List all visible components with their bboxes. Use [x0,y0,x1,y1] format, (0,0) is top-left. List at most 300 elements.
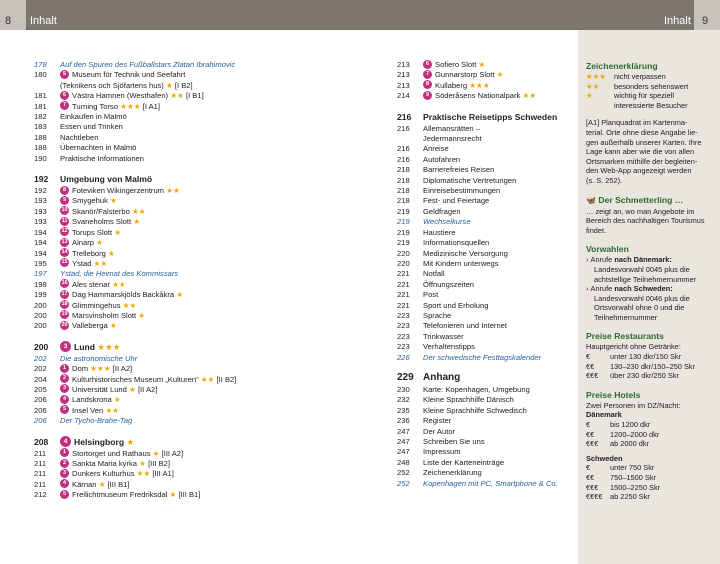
toc-entry[interactable] [397,207,577,217]
toc-entry[interactable] [397,155,577,165]
rating-stars: ★★★ [120,101,141,111]
page-number: 216 [397,123,410,133]
toc-entry[interactable] [34,70,334,80]
toc-entry[interactable] [397,249,577,259]
entry-title: Schreiben Sie uns [423,437,485,446]
entry-title: Einkaufen in Malmö [60,112,127,122]
entry-title: Dom [72,364,89,374]
entry-text [423,186,500,196]
sight-number-badge: 1 [60,448,69,457]
toc-entry[interactable] [34,480,334,490]
rating-stars: ★★ [122,300,137,310]
entry-text [60,321,117,331]
entry-title: Turning Torso [72,101,119,111]
butterfly-text: … zeigt an, wo man Angebote im [586,206,695,216]
toc-entry[interactable] [397,269,577,279]
entry-title: Foteviken Wikingerzentrum [72,186,165,196]
page-number: 216 [397,111,412,122]
dialing-code-line [586,284,716,294]
entry-title: Smygehuk [72,196,108,206]
entry-text [423,332,464,342]
toc-section[interactable] [34,435,334,449]
sight-number-badge: 5 [60,70,69,79]
toc-entry[interactable] [397,332,577,342]
entry-text [60,406,119,416]
sight-number-badge: 9 [60,196,69,205]
toc-entry[interactable] [397,416,577,426]
entry-text [423,342,475,352]
rating-stars: ★ [126,436,135,447]
rating-stars: ★★ [522,91,537,101]
hotel-prices-subtitle: Zwei Personen im DZ/Nacht: [586,400,681,410]
rating-stars: ★ [114,227,122,237]
toc-section[interactable] [34,172,334,186]
spacer [34,164,334,172]
page-number: 219 [397,217,410,227]
sight-number-badge: 18 [61,301,68,308]
legend-row [586,82,716,92]
toc-entry[interactable] [397,134,577,144]
entry-text [60,301,136,311]
page-number: 221 [397,279,410,289]
chevron-right-icon: › [586,284,591,294]
rating-stars: ★★ [93,258,108,268]
toc-section[interactable] [34,340,334,354]
map-reference: [I B1] [185,91,204,101]
entry-title: Universität Lund [72,384,127,394]
butterfly-text: Bereich des nachhaltigen Tourismus [586,216,705,226]
map-reference: [II A2] [112,364,133,374]
entry-text [60,143,136,153]
sight-number-badge: 2 [60,459,69,468]
entry-text [60,217,140,227]
toc-entry[interactable] [34,280,334,290]
toc-entry[interactable] [397,395,577,405]
entry-title: Landskrona [72,395,112,405]
page-number: 219 [397,227,410,237]
entry-text [423,427,455,437]
toc-entry[interactable] [397,301,577,311]
price-row [586,492,716,502]
page-number: 218 [397,186,410,196]
entry-title: Ystad, die Heimat des Kommissars [60,269,179,279]
dial-text: Landesvorwahl 0045 plus die [594,264,690,274]
toc-entry[interactable] [34,143,334,153]
header-title-left: Inhalt [30,15,57,27]
toc-entry[interactable] [34,469,334,479]
toc-entry[interactable] [34,81,334,91]
toc-entry[interactable] [397,406,577,416]
page-number: 221 [397,290,410,300]
page-number: 232 [397,395,410,405]
entry-text [423,238,489,248]
dial-text: achtstellige Teilnehmernummer [594,274,697,284]
price-range: ab 2250 Skr [610,492,650,502]
toc-entry[interactable] [34,249,334,259]
toc-entry[interactable] [397,280,577,290]
legend-sidebar [586,60,716,502]
toc-entry[interactable] [34,207,334,217]
entry-title: Svaneholms Slott [72,217,132,227]
entry-title: Trelleborg [72,248,106,258]
toc-entry[interactable] [34,385,334,395]
page-number: 230 [397,384,410,394]
entry-text [423,144,449,154]
toc-entry[interactable] [397,238,577,248]
toc-entry[interactable] [397,311,577,321]
toc-entry[interactable] [34,154,334,164]
entry-title: Einreisebestimmungen [423,186,501,196]
toc-entry[interactable] [34,269,334,279]
legend-row [586,91,716,101]
map-reference: [III A1] [152,469,174,479]
page-number: 193 [34,206,47,216]
sight-number-badge: 14 [61,249,68,255]
toc-entry[interactable] [397,186,577,196]
toc-entry[interactable] [34,102,334,112]
entry-text [423,165,494,175]
entry-text [60,416,132,426]
toc-entry[interactable] [34,196,334,206]
rating-stars: ★ [139,459,146,468]
price-symbol: €€€ [586,482,599,492]
sight-number-badge: 8 [60,186,69,195]
rating-stars: ★★★ [97,341,121,352]
entry-text [423,458,504,468]
entry-text [60,395,121,405]
map-legend-text: [A1] Planquadrat im Kartenma- [586,118,688,128]
page-number: 211 [34,479,47,489]
entry-text [60,91,204,101]
toc-entry[interactable] [397,447,577,457]
entry-text [423,196,489,206]
page-number-left: 8 [0,0,26,30]
toc-entry[interactable] [34,375,334,385]
entry-title: Museum für Technik und Seefahrt [72,70,186,80]
entry-title: Insel Ven [72,405,104,415]
entry-text [423,91,536,101]
toc-entry[interactable] [34,311,334,321]
sight-number-badge: 5 [60,490,69,499]
entry-title: Medizinische Versorgung [423,248,508,258]
page-number: 188 [34,132,47,142]
map-reference: [I B2] [174,80,193,90]
entry-title: Kleine Sprachhilfe Schwedisch [423,405,527,415]
page-number: 219 [397,238,410,248]
entry-title: Helsingborg [74,436,125,447]
entry-title: Praktische Reisetipps Schweden [423,111,558,122]
page-number: 190 [34,153,47,163]
page-number: 200 [34,321,47,331]
entry-text [60,186,180,196]
rating-stars: ★ [96,238,103,248]
sight-number-badge: 7 [423,70,432,79]
legend-text: nicht verpassen [614,72,666,81]
page-number: 213 [397,80,410,90]
sight-number-badge: 13 [61,238,68,245]
butterfly-title-text: Der Schmetterling … [598,194,684,205]
price-row [586,371,716,381]
toc-entry[interactable] [397,385,577,395]
page-number: 223 [397,310,410,320]
toc-entry[interactable] [34,321,334,331]
entry-title: Sofiero Slott [435,60,477,69]
map-reference: [III A2] [161,448,184,458]
toc-entry[interactable] [397,91,577,101]
page-number: 247 [397,426,410,436]
page-number: 247 [397,447,410,457]
entry-title: Karte: Kopenhagen, Umgebung [423,384,530,394]
price-range: 1200–2000 dkr [610,429,660,439]
entry-text [60,490,200,500]
rating-stars: ★ [138,310,146,320]
entry-title: Post [423,290,439,300]
entry-title: Fest- und Feiertage [423,196,490,206]
page-number: 221 [397,269,410,279]
page-number: 200 [34,341,49,352]
toc-entry[interactable] [397,479,577,489]
dial-text: Teilnehmernummer [594,312,658,322]
entry-text [423,479,558,489]
page-number: 212 [34,490,47,500]
rating-stars: ★ [586,91,593,101]
page-number: 218 [397,175,410,185]
entry-text [423,110,557,124]
entry-text [423,301,488,311]
map-legend-text: Ortsmarken mithilfe der begleiten- [586,156,698,166]
toc-entry[interactable] [34,217,334,227]
toc-entry[interactable] [34,395,334,405]
toc-entry[interactable] [397,228,577,238]
sight-number-badge: 8 [423,80,432,89]
toc-entry[interactable] [34,133,334,143]
entry-text [60,290,183,300]
entry-text [60,340,121,354]
entry-text [423,353,541,363]
entry-title: Impressum [423,447,461,457]
toc-entry[interactable] [397,342,577,352]
toc-entry[interactable] [34,238,334,248]
toc-entry[interactable] [397,60,577,70]
spacer [586,381,716,389]
map-legend-text: (s. S. 252). [586,175,623,185]
toc-entry[interactable] [34,416,334,426]
entry-title: Glimmingehus [72,300,121,310]
rating-stars: ★★ [200,374,215,384]
entry-text [423,217,471,227]
page-number: 248 [397,457,410,467]
toc-entry[interactable] [34,354,334,364]
page-number: 180 [34,70,47,80]
price-row [586,430,716,440]
entry-text [423,70,503,80]
entry-text [60,364,132,374]
entry-title: Essen und Trinken [60,122,123,132]
entry-title: Praktische Informationen [60,153,144,163]
page-number: 235 [397,405,410,415]
entry-title: Barrierefreies Reisen [423,165,495,175]
toc-entry[interactable] [397,259,577,269]
page-number: 202 [34,353,47,363]
page-number: 181 [34,91,47,101]
toc-entry[interactable] [34,228,334,238]
entry-text [423,81,490,91]
entry-text [60,133,98,143]
entry-title: Mit Kindern unterwegs [423,258,499,268]
toc-entry[interactable] [397,217,577,227]
toc-entry[interactable] [397,81,577,91]
toc-entry[interactable] [397,321,577,331]
entry-text [423,134,482,144]
entry-text [423,155,460,165]
toc-entry[interactable] [34,122,334,132]
entry-text [60,154,144,164]
page-number: 208 [34,436,49,447]
price-symbol: €€ [586,473,595,482]
toc-entry[interactable] [34,186,334,196]
toc-entry[interactable] [397,176,577,186]
rating-stars: ★★ [170,91,184,101]
legend-text: interessierte Besucher [614,100,688,110]
entry-text [60,238,103,248]
entry-title: Alnarp [72,238,94,248]
page-number: 194 [34,238,47,248]
toc-entry[interactable] [34,112,334,122]
entry-title: Sport und Erholung [423,300,489,310]
entry-text [423,259,499,269]
page-number: 192 [34,174,49,185]
page-number: 211 [34,448,47,458]
price-symbol: € [586,352,591,362]
entry-text [60,228,121,238]
page-number: 202 [34,364,47,374]
toc-entry[interactable] [34,290,334,300]
toc-entry[interactable] [397,468,577,478]
entry-text [60,280,126,290]
page-number: 213 [397,70,410,80]
entry-text [423,290,438,300]
sight-number-badge: 2 [60,374,69,383]
page-number: 229 [397,371,414,383]
toc-entry[interactable] [397,165,577,175]
entry-text [60,449,183,459]
entry-title: Torups Slott [72,227,113,237]
toc-entry[interactable] [34,449,334,459]
entry-title: Sprache [423,310,452,320]
entry-title: Dag Hammarskjölds Backåkra [72,290,175,300]
dial-text: Landesvorwahl 0046 plus die [594,293,690,303]
entry-text [423,207,461,217]
price-symbol: €€ [586,361,595,371]
entry-title: Der schwedische Festtagskalender [423,352,542,362]
entry-text [60,60,235,70]
price-range: unter 130 dkr/150 Skr [610,352,682,362]
toc-entry[interactable] [34,91,334,101]
entry-title: Wechselkurse [423,217,471,227]
map-reference: [III B1] [178,490,201,500]
toc-section[interactable] [397,371,577,385]
dialing-code-line [586,313,716,323]
dial-text: Anrufe [590,255,615,265]
price-symbol: €€€ [586,371,599,381]
spacer [586,186,716,194]
map-reference: [III B1] [107,479,130,489]
entry-title: Die astronomische Uhr [60,353,138,363]
entry-title: Verhaltenstipps [423,342,475,352]
toc-entry[interactable] [397,427,577,437]
legend-row [586,101,716,111]
sight-number-badge: 4 [60,479,69,488]
spacer [34,332,334,340]
page-number: 223 [397,342,410,352]
sight-number-badge: 6 [60,91,69,100]
spacer [34,427,334,435]
dialing-code-line [586,275,716,285]
toc-section[interactable] [397,110,577,124]
rating-stars: ★ [165,80,173,90]
toc-entry[interactable] [34,459,334,469]
toc-entry[interactable] [397,70,577,80]
sight-number-badge: 3 [60,384,69,393]
page-number: 195 [34,258,47,268]
toc-entry[interactable] [34,490,334,500]
price-range: über 230 dkr/250 Skr [610,371,680,381]
page-number: 218 [397,196,410,206]
toc-entry[interactable] [397,196,577,206]
sight-number-badge: 16 [61,280,68,287]
toc-entry[interactable] [397,353,577,363]
sight-number-badge: 20 [61,321,68,328]
page-number: 223 [397,331,410,341]
entry-title: Marsvinsholm Slott [72,310,137,320]
toc-entry[interactable] [397,290,577,300]
page-number: 247 [397,437,410,446]
toc-entry[interactable] [34,406,334,416]
entry-text [60,354,137,364]
entry-title: Kopenhagen mit PC, Smartphone & Co. [423,478,558,488]
toc-entry[interactable] [397,458,577,468]
toc-column-left [34,60,334,501]
price-row [586,352,716,362]
price-symbol: € [586,463,591,473]
rating-stars: ★ [152,448,160,458]
entry-text [423,406,527,416]
page-number: 214 [397,91,410,101]
rating-stars: ★ [176,290,184,300]
toc-entry[interactable] [34,364,334,374]
toc-entry[interactable] [397,437,577,447]
page-number: 206 [34,395,47,405]
price-symbol: €€ [586,429,595,439]
toc-entry[interactable] [34,259,334,269]
entry-text [423,269,445,279]
rating-stars: ★ [169,490,177,500]
toc-entry[interactable] [34,301,334,311]
sight-number-badge: 9 [423,91,432,100]
toc-entry[interactable] [397,144,577,154]
page-number: 199 [34,290,47,300]
sight-number-badge: 1 [60,364,69,373]
page-number: 198 [34,279,47,289]
toc-entry[interactable] [34,60,334,70]
entry-text [423,371,460,385]
rating-stars: ★★ [131,206,146,216]
toc-entry[interactable] [397,124,577,134]
dial-country: nach Schweden: [614,284,673,294]
map-reference: [I A1] [142,101,161,111]
entry-text [60,196,117,206]
entry-title: Jedermannsrecht [423,134,482,144]
